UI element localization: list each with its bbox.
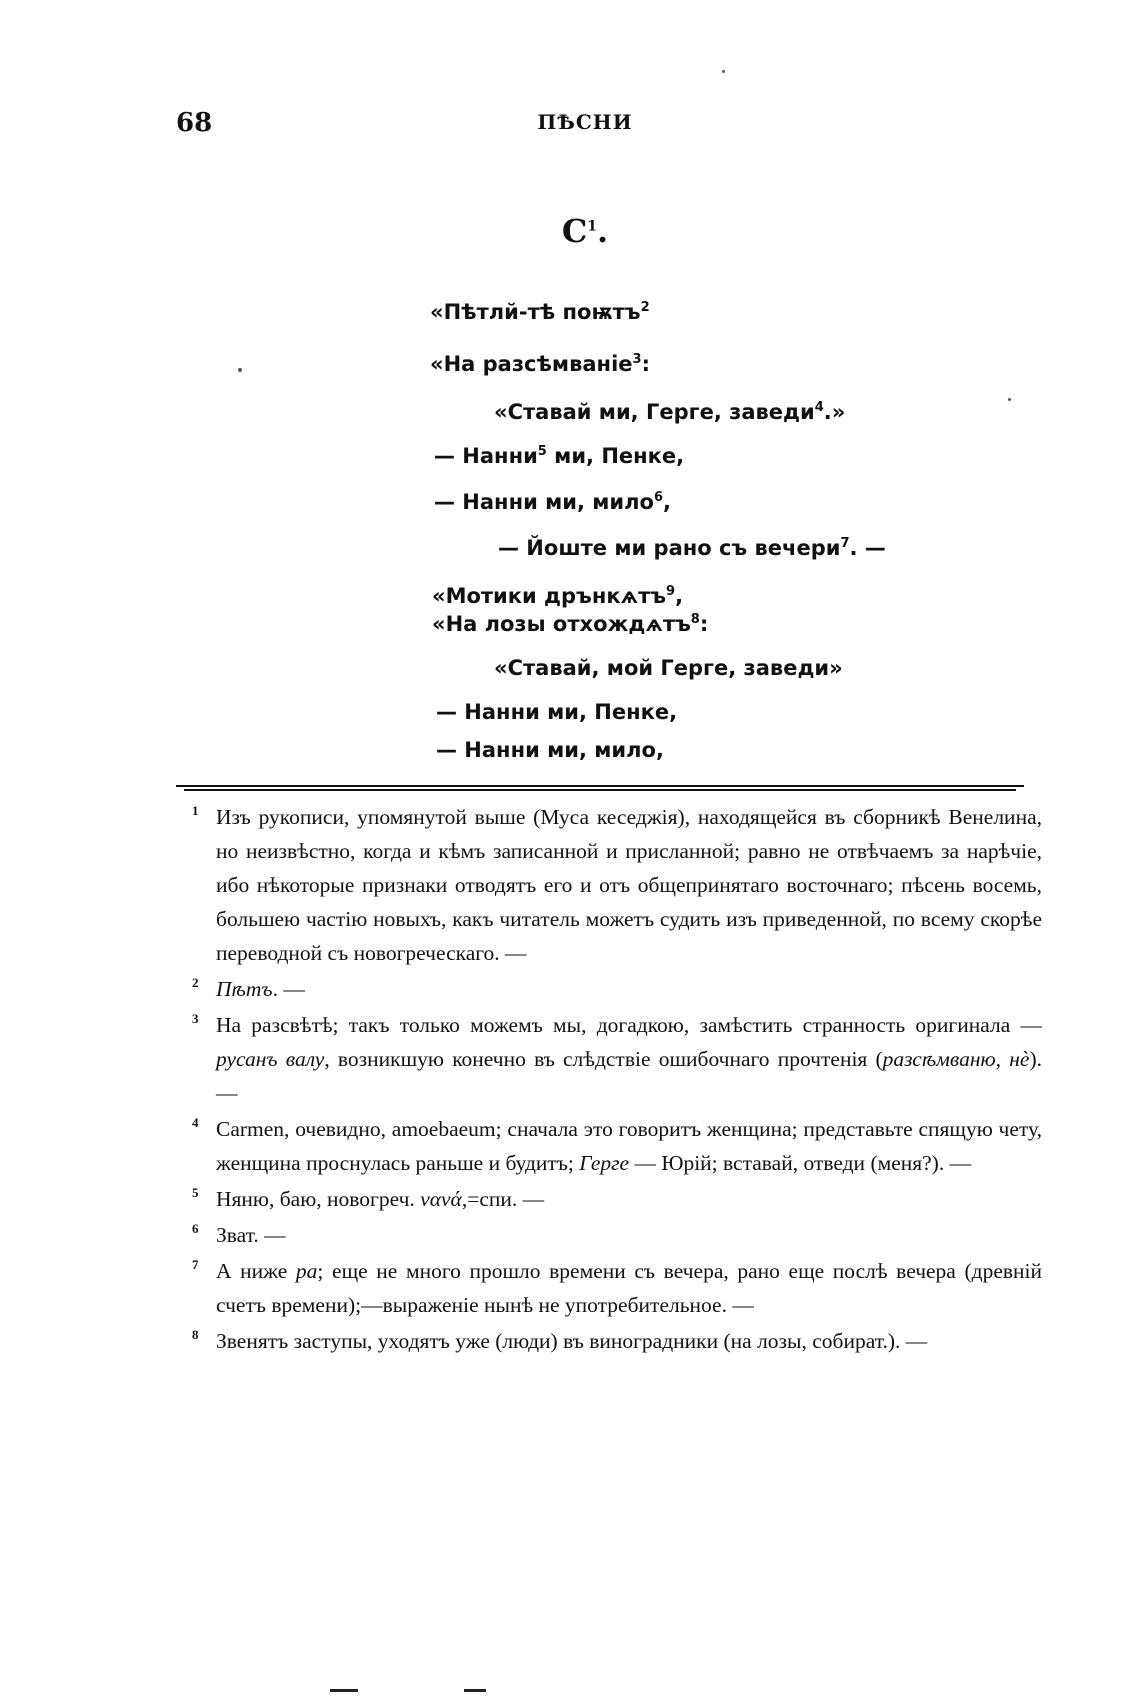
footnote-rule-bottom (184, 789, 1016, 791)
verse-line: «На разсѣмваніе$^3$: (430, 352, 650, 376)
song-number-note-ref: 1 (587, 218, 598, 235)
verse-line: «Ставай ми, Герге, заведи$^4$.» (494, 400, 846, 424)
footnote-marker: 6 (192, 1221, 199, 1236)
song-number (0, 212, 1140, 250)
footnote-marker: 3 (192, 1011, 199, 1026)
footnote-text: русанъ валу (216, 1047, 325, 1071)
footnote-text: Пѣтъ (216, 977, 273, 1001)
footnote-3 (192, 1008, 1042, 1110)
footnote-marker: 1 (192, 803, 199, 818)
footnote-7 (192, 1254, 1042, 1322)
verse-line: — Нанни$^5$ ми, Пенке, (434, 444, 685, 468)
verse-line: — Нанни ми, мило, (436, 738, 664, 762)
scan-speck (722, 70, 725, 73)
song-number-dot: . (597, 212, 609, 250)
verse-line: — Нанни ми, мило$^6$, (434, 490, 671, 514)
footnote-text: Герге (579, 1151, 630, 1175)
footnote-4 (192, 1112, 1042, 1180)
verse-line: «Пѣтлй-тѣ поѭтъ$^2$ (430, 300, 650, 324)
footnote-text: ). — (216, 1047, 1042, 1105)
running-title: ПѢСНИ (537, 110, 633, 134)
scan-mark (464, 1689, 486, 1692)
footnote-marker: 5 (192, 1185, 199, 1200)
footnote-2 (192, 972, 1042, 1006)
verse-line: — Йоште ми рано съ вечери$^7$. — (498, 536, 886, 560)
scan-mark (330, 1689, 358, 1692)
scan-speck (238, 368, 242, 372)
footnote-6 (192, 1218, 1042, 1252)
footnote-text: Carmen, очевидно, amoebaeum; сначала это говоритъ женщина; представьте спящую чету, женщина проснулась раньше и будитъ; (216, 1117, 1042, 1175)
footnote-text: . — (272, 977, 305, 1001)
footnote-5 (192, 1182, 1042, 1216)
footnote-1 (192, 800, 1042, 970)
song-number-letter: C (561, 212, 588, 250)
footnote-text: разсѣмваню, нѐ (882, 1047, 1030, 1071)
footnote-text: νανά (420, 1187, 462, 1211)
footnote-marker: 2 (192, 975, 199, 990)
footnote-text: На разсвѣтѣ; такъ только можемъ мы, догадкою, замѣстить странность оригинала — (216, 1013, 1042, 1037)
verse-line: «Ставай, мой Герге, заведи» (494, 656, 843, 680)
footnote-text: Звенятъ заступы, уходятъ уже (люди) въ виноградники (на лозы, собират.). — (216, 1329, 928, 1353)
footnote-text: Няню, баю, новогреч. (216, 1187, 421, 1211)
footnote-8 (192, 1324, 1042, 1358)
footnote-text: ,=спи. — (461, 1187, 545, 1211)
verse-line: «На лозы отхождѧтъ$^8$: (432, 612, 709, 636)
footnote-text: , возникшую конечно въ слѣдствіе ошибочнаго прочтенія ( (324, 1047, 883, 1071)
scan-speck (1008, 398, 1011, 401)
footnote-marker: 7 (192, 1257, 199, 1272)
footnotes (192, 800, 1042, 1360)
verse-line: — Нанни ми, Пенке, (436, 700, 678, 724)
footnote-text: А ниже (216, 1259, 296, 1283)
footnote-text: ра (295, 1259, 318, 1283)
footnote-text: ; еще не много прошло времени съ вечера, рано еще послѣ вечера (древній счетъ времени);—выраженіе нынѣ не употребительное. — (216, 1259, 1043, 1317)
verse-line: «Мотики дрънкѧтъ$^9$, (432, 584, 684, 608)
footnote-marker: 4 (192, 1115, 199, 1130)
footnote-text: Зват. — (216, 1223, 286, 1247)
footnote-text: — Юрій; вставай, отведи (меня?). — (629, 1151, 972, 1175)
footnote-marker: 8 (192, 1327, 199, 1342)
footnote-text: Изъ рукописи, упомянутой выше (Муса кеседжія), находящейся въ сборникѣ Венелина, но неизвѣстно, когда и кѣмъ записанной и присланной; равно не отвѣчаемъ за нарѣчіе, ибо нѣкоторые признаки отводятъ его и отъ общепринятаго восточнаго; пѣсень восемь, большею частію новыхъ, какъ читатель можетъ судить изъ приведенной, по всему скорѣе переводной съ новогреческаго. — (216, 805, 1042, 965)
footnote-rule-top (176, 785, 1024, 787)
page-number: 68 (176, 108, 213, 138)
